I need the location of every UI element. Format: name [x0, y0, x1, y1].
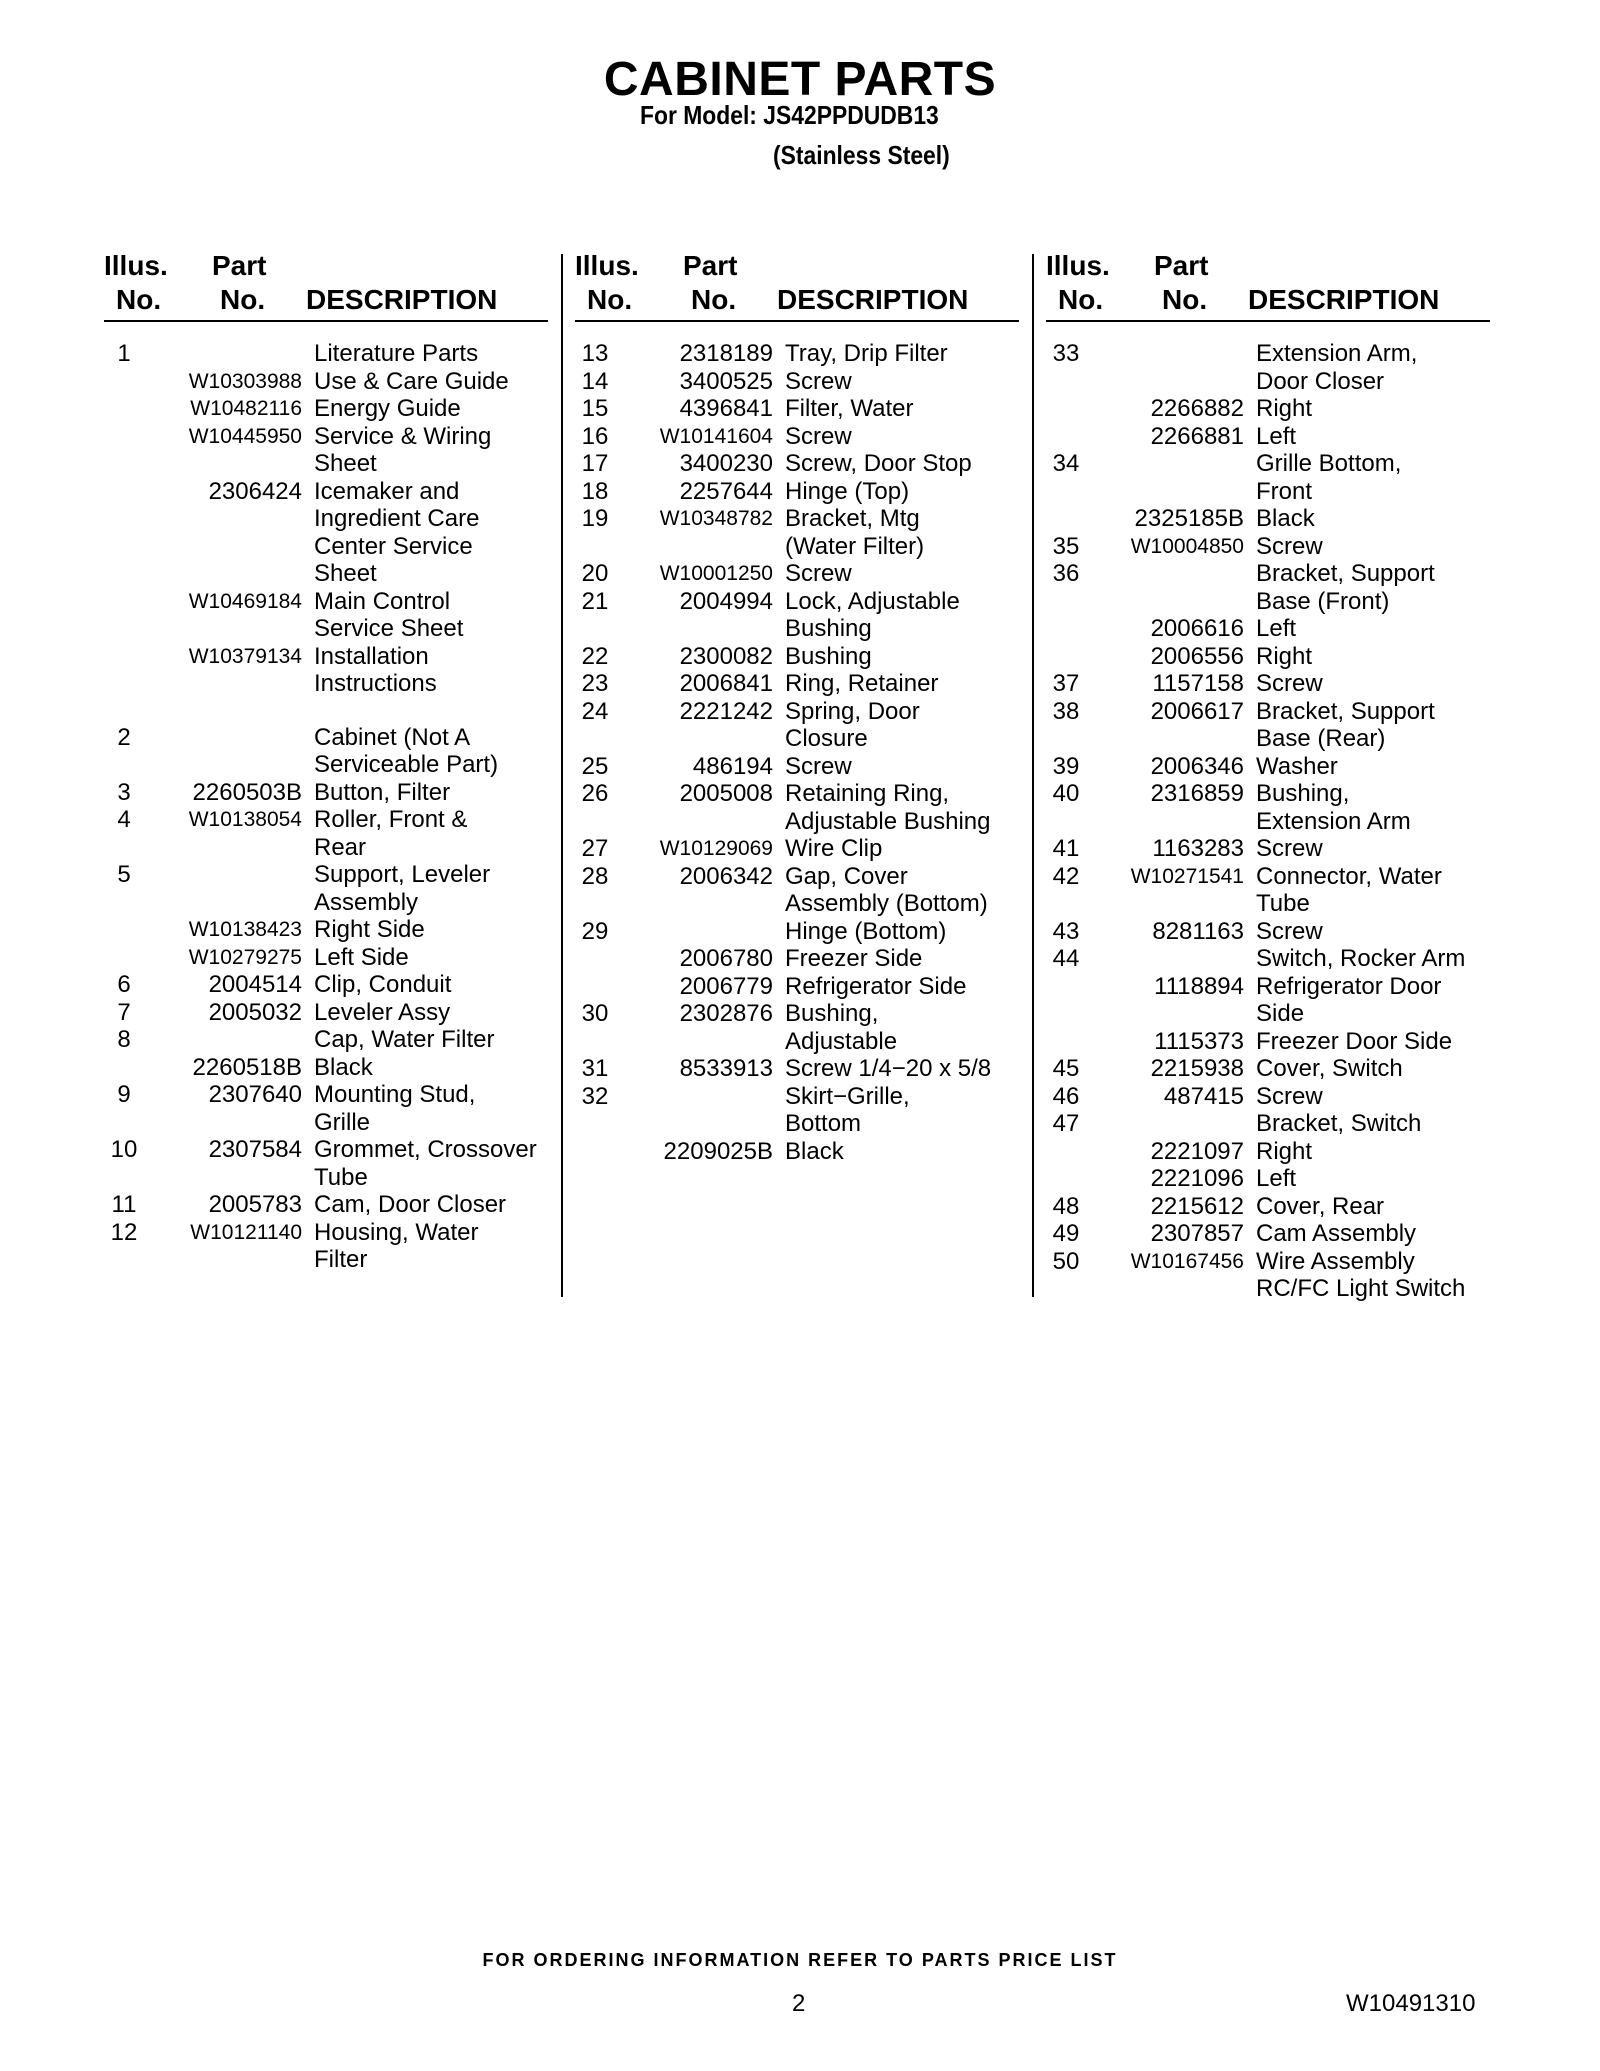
illus-number: 35	[1052, 532, 1080, 560]
part-number: 2266881	[1150, 422, 1244, 450]
part-number: W10279275	[188, 945, 302, 969]
part-number: 487415	[1163, 1082, 1244, 1110]
column-header	[1046, 250, 1490, 322]
table-row	[1046, 670, 1506, 698]
parts-list	[1046, 340, 1506, 1303]
table-row	[1046, 1248, 1506, 1303]
illus-number: 41	[1052, 835, 1080, 862]
table-row	[1046, 780, 1506, 835]
part-number: 2215938	[1150, 1055, 1244, 1082]
part-number: 2221242	[679, 697, 773, 725]
part-description: Button, Filter	[314, 778, 451, 806]
illus-number: 30	[581, 1000, 609, 1027]
part-description: Bushing, Extension Arm	[1256, 780, 1411, 835]
part-description: Support, Leveler Assembly	[314, 861, 491, 916]
part-description: Retaining Ring, Adjustable Bushing	[785, 780, 991, 835]
part-description: Skirt−Grille, Bottom	[785, 1082, 910, 1137]
part-description: Grille Bottom, Front	[1256, 450, 1402, 505]
part-description: Ring, Retainer	[785, 670, 939, 697]
illus-number: 45	[1052, 1055, 1080, 1082]
part-description: Tray, Drip Filter	[785, 340, 948, 367]
header-part-no: No.	[691, 284, 737, 315]
table-row	[1046, 835, 1506, 863]
part-number: 2300082	[679, 642, 773, 670]
part-description: Freezer Door Side	[1256, 1027, 1453, 1055]
illus-number: 26	[581, 780, 609, 807]
table-row	[575, 780, 1035, 835]
table-row	[1046, 863, 1506, 918]
header-illus-no: No.	[116, 284, 162, 315]
table-row	[104, 1054, 564, 1082]
illus-number: 31	[581, 1055, 609, 1082]
table-row	[575, 753, 1035, 781]
part-description: Left	[1256, 615, 1297, 642]
part-description: Screw	[785, 422, 852, 450]
table-row	[575, 1083, 1035, 1138]
table-row	[575, 1000, 1035, 1055]
part-number: 486194	[692, 752, 773, 780]
part-description: Cap, Water Filter	[314, 1026, 495, 1053]
part-number: W10348782	[659, 507, 773, 530]
part-number: 2005008	[679, 780, 773, 807]
part-number: W10121140	[190, 1220, 302, 1244]
color-subtitle: (Stainless Steel)	[773, 140, 950, 170]
column-header	[575, 250, 1019, 322]
table-row	[575, 918, 1035, 946]
illus-number: 32	[581, 1082, 609, 1110]
table-row	[104, 1081, 564, 1136]
part-number: 2006617	[1150, 697, 1244, 725]
parts-column-3	[1046, 250, 1490, 1302]
part-number: 2260503B	[192, 778, 302, 806]
table-row	[1046, 395, 1506, 423]
part-description: Freezer Side	[785, 945, 923, 972]
part-description: Filter, Water	[785, 395, 914, 422]
table-row	[575, 670, 1035, 698]
part-number: 1157158	[1152, 670, 1244, 697]
illus-number: 1	[117, 340, 131, 367]
table-row	[575, 368, 1035, 396]
part-description: Black	[785, 1137, 844, 1165]
table-row	[104, 944, 564, 972]
table-row	[104, 1191, 564, 1219]
table-row	[1046, 1110, 1506, 1138]
table-row	[575, 395, 1035, 423]
illus-number: 29	[581, 917, 609, 945]
illus-number: 16	[581, 422, 609, 450]
table-row	[575, 1138, 1035, 1166]
table-row	[575, 973, 1035, 1001]
table-row	[575, 450, 1035, 478]
part-number: 2221097	[1150, 1137, 1244, 1165]
part-number: 8281163	[1152, 917, 1244, 945]
part-description: Installation Instructions	[314, 642, 437, 697]
part-description: Bracket, Switch	[1256, 1110, 1422, 1137]
header-part-no: No.	[220, 284, 266, 315]
illus-number: 37	[1052, 670, 1080, 697]
header-illus-no: No.	[587, 284, 633, 315]
part-number: 1118894	[1154, 972, 1244, 1000]
table-row	[104, 478, 564, 588]
illus-number: 40	[1052, 780, 1080, 807]
table-row	[575, 863, 1035, 918]
table-row	[104, 395, 564, 423]
part-description: Energy Guide	[314, 395, 461, 422]
illus-number: 39	[1052, 752, 1080, 780]
part-number: 1115373	[1154, 1027, 1244, 1055]
part-description: Connector, Water Tube	[1256, 862, 1442, 917]
part-number: W10271541	[1130, 864, 1244, 888]
table-row	[575, 340, 1035, 368]
part-number: 2006346	[1150, 752, 1244, 780]
part-number: 2004994	[679, 587, 773, 615]
part-number: 2307584	[208, 1136, 302, 1163]
illus-number: 4	[117, 806, 131, 833]
part-number: 2325185B	[1134, 505, 1244, 532]
table-row	[104, 916, 564, 944]
part-description: Literature Parts	[314, 340, 479, 367]
header-description: DESCRIPTION	[306, 284, 498, 315]
illus-number: 11	[111, 1191, 137, 1218]
table-row	[1046, 945, 1506, 973]
table-row	[1046, 698, 1506, 753]
table-row	[575, 588, 1035, 643]
illus-number: 42	[1052, 862, 1080, 890]
document-number: W10491310	[1346, 1990, 1476, 2017]
page-title: CABINET PARTS	[603, 53, 997, 106]
part-number: 2006342	[679, 862, 773, 890]
table-row	[104, 779, 564, 807]
part-description: Right Side	[314, 916, 425, 943]
part-number: 2316859	[1150, 780, 1244, 807]
illus-number: 17	[581, 450, 609, 477]
table-row	[575, 1055, 1035, 1083]
part-description: Cam Assembly	[1256, 1220, 1417, 1247]
header-illus: Illus.	[104, 250, 168, 281]
part-description: Extension Arm, Door Closer	[1256, 340, 1418, 395]
header-part: Part	[683, 250, 738, 281]
table-row	[575, 505, 1035, 560]
table-row	[575, 945, 1035, 973]
part-description: Hinge (Bottom)	[785, 917, 947, 945]
illus-number: 43	[1052, 917, 1080, 945]
part-description: Black	[314, 1053, 373, 1081]
illus-number: 27	[581, 835, 609, 862]
table-row	[104, 643, 564, 698]
part-description: Right	[1256, 642, 1313, 670]
part-number: W10138423	[188, 918, 302, 941]
part-description: Left Side	[314, 943, 409, 971]
column-divider	[561, 254, 563, 1297]
ordering-note: FOR ORDERING INFORMATION REFER TO PARTS PRICE LIST	[482, 1950, 1118, 1970]
part-description: Hinge (Top)	[785, 477, 910, 505]
table-row	[1046, 423, 1506, 451]
table-row	[1046, 615, 1506, 643]
part-number: 2302876	[679, 1000, 773, 1027]
illus-number: 18	[581, 477, 609, 505]
part-description: Screw	[785, 752, 852, 780]
illus-number: 13	[581, 340, 609, 367]
illus-number: 19	[581, 505, 609, 532]
illus-number: 12	[110, 1218, 138, 1246]
illus-number: 28	[581, 862, 609, 890]
part-number: 2004514	[208, 971, 302, 998]
part-description: Screw 1/4−20 x 5/8	[785, 1055, 992, 1082]
table-row	[1046, 643, 1506, 671]
header-illus: Illus.	[575, 250, 639, 281]
illus-number: 9	[117, 1081, 131, 1108]
table-row	[1046, 753, 1506, 781]
part-description: Left	[1256, 422, 1297, 450]
part-number: 2006616	[1150, 615, 1244, 642]
header-part-no: No.	[1162, 284, 1208, 315]
part-number: W10129069	[659, 837, 773, 860]
table-row	[104, 340, 564, 368]
part-number: 1163283	[1152, 835, 1244, 862]
part-description: Black	[1256, 505, 1315, 532]
illus-number: 25	[581, 752, 609, 780]
illus-number: 49	[1052, 1220, 1080, 1247]
illus-number: 48	[1052, 1192, 1080, 1220]
part-description: Right	[1256, 395, 1313, 422]
illus-number: 21	[581, 587, 609, 615]
part-number: 3400230	[679, 450, 773, 477]
illus-number: 22	[581, 642, 609, 670]
part-description: Cabinet (Not A Serviceable Part)	[314, 723, 499, 778]
part-number: W10004850	[1130, 534, 1244, 558]
part-number: W10303988	[188, 369, 302, 393]
table-row	[104, 861, 564, 916]
part-number: 2257644	[679, 477, 773, 505]
illus-number: 50	[1052, 1247, 1080, 1275]
part-number: 3400525	[679, 367, 773, 395]
parts-column-1	[104, 250, 548, 1273]
table-row	[104, 1026, 564, 1054]
part-description: Screw	[1256, 917, 1323, 945]
part-number: W10469184	[188, 589, 302, 613]
table-row	[575, 478, 1035, 506]
part-number: 2005783	[208, 1191, 302, 1218]
part-description: Grommet, Crossover Tube	[314, 1136, 537, 1191]
part-description: Bracket, Support Base (Rear)	[1256, 697, 1435, 752]
table-row	[1046, 1220, 1506, 1248]
part-number: W10445950	[188, 424, 302, 448]
part-number: W10141604	[659, 424, 773, 448]
part-description: Wire Clip	[785, 835, 883, 862]
illus-number: 20	[581, 560, 609, 587]
illus-number: 5	[117, 861, 131, 888]
table-row	[1046, 973, 1506, 1028]
illus-number: 36	[1052, 560, 1080, 587]
part-description: Clip, Conduit	[314, 971, 452, 998]
illus-number: 15	[581, 395, 609, 422]
part-number: 2260518B	[192, 1053, 302, 1081]
part-description: Bushing, Adjustable	[785, 1000, 898, 1055]
table-row	[1046, 918, 1506, 946]
illus-number: 23	[581, 670, 609, 697]
part-description: Wire Assembly RC/FC Light Switch	[1256, 1247, 1466, 1302]
table-row	[1046, 450, 1506, 505]
page-number: 2	[792, 1990, 806, 2017]
part-description: Main Control Service Sheet	[314, 587, 464, 642]
part-number: 8533913	[679, 1055, 773, 1082]
table-row	[104, 806, 564, 861]
part-number: 2266882	[1150, 395, 1244, 422]
part-description: Bracket, Support Base (Front)	[1256, 560, 1435, 615]
part-number: W10001250	[659, 562, 773, 585]
illus-number: 46	[1052, 1082, 1080, 1110]
illus-number: 8	[117, 1026, 131, 1053]
part-description: Icemaker and Ingredient Care Center Service Sheet	[314, 477, 480, 587]
table-row	[104, 1136, 564, 1191]
part-number: 2307640	[208, 1081, 302, 1108]
part-number: 2006556	[1150, 642, 1244, 670]
part-description: Housing, Water Filter	[314, 1218, 479, 1273]
illus-number: 34	[1052, 450, 1080, 477]
illus-number: 10	[110, 1136, 138, 1163]
part-number: 2307857	[1150, 1220, 1244, 1247]
header-part: Part	[1154, 250, 1209, 281]
part-description: Refrigerator Door Side	[1256, 972, 1442, 1027]
part-description: Refrigerator Side	[785, 972, 967, 1000]
illus-number: 7	[117, 998, 131, 1026]
part-description: Lock, Adjustable Bushing	[785, 587, 960, 642]
part-number: W10379134	[188, 644, 302, 668]
part-description: Cam, Door Closer	[314, 1191, 507, 1218]
header-part: Part	[212, 250, 267, 281]
part-number: 2005032	[208, 998, 302, 1026]
part-description: Mounting Stud, Grille	[314, 1081, 476, 1136]
table-row	[1046, 1083, 1506, 1111]
part-description: Screw	[1256, 532, 1323, 560]
part-description: Service & Wiring Sheet	[314, 422, 492, 477]
table-row	[575, 698, 1035, 753]
table-row	[575, 835, 1035, 863]
illus-number: 47	[1052, 1110, 1080, 1137]
column-header	[104, 250, 548, 322]
part-number: 2215612	[1150, 1192, 1244, 1220]
part-number: W10138054	[188, 808, 302, 831]
table-row	[575, 423, 1035, 451]
table-row	[1046, 1193, 1506, 1221]
table-row	[1046, 1165, 1506, 1193]
part-number: 4396841	[679, 395, 773, 422]
part-description: Washer	[1256, 752, 1338, 780]
column-divider	[1032, 254, 1034, 1297]
parts-list	[575, 340, 1035, 1165]
part-number: 2318189	[679, 340, 773, 367]
table-row	[104, 1219, 564, 1274]
part-number: 2006780	[679, 945, 773, 972]
illus-number: 6	[117, 971, 131, 998]
part-number: 2306424	[208, 477, 302, 505]
illus-number: 33	[1052, 340, 1080, 367]
part-description: Screw	[785, 560, 852, 587]
part-description: Left	[1256, 1165, 1297, 1192]
part-number: 2209025B	[663, 1137, 773, 1165]
part-description: Screw	[1256, 835, 1323, 862]
table-row	[104, 999, 564, 1027]
part-number: W10167456	[1130, 1249, 1244, 1273]
table-row	[1046, 560, 1506, 615]
illus-number: 24	[581, 697, 609, 725]
part-number: 2006779	[679, 972, 773, 1000]
table-row	[1046, 1055, 1506, 1083]
parts-list	[104, 340, 564, 1274]
header-illus-no: No.	[1058, 284, 1104, 315]
table-row	[104, 724, 564, 779]
part-description: Cover, Switch	[1256, 1055, 1403, 1082]
model-subtitle: For Model: JS42PPDUDB13	[640, 100, 939, 130]
part-description: Screw	[785, 367, 852, 395]
header-description: DESCRIPTION	[1248, 284, 1440, 315]
part-description: Screw	[1256, 670, 1323, 697]
header-description: DESCRIPTION	[777, 284, 969, 315]
part-description: Use & Care Guide	[314, 367, 509, 395]
table-row	[575, 643, 1035, 671]
part-description: Bushing	[785, 642, 872, 670]
illus-number: 2	[117, 723, 131, 751]
table-row	[104, 971, 564, 999]
part-description: Switch, Rocker Arm	[1256, 945, 1466, 972]
table-row	[104, 368, 564, 396]
table-row	[104, 423, 564, 478]
part-number: W10482116	[190, 397, 302, 420]
table-row	[1046, 340, 1506, 395]
table-row	[104, 588, 564, 643]
table-row	[1046, 505, 1506, 533]
parts-column-2	[575, 250, 1019, 1165]
part-description: Right	[1256, 1137, 1313, 1165]
part-description: Screw, Door Stop	[785, 450, 972, 477]
illus-number: 14	[581, 367, 609, 395]
illus-number: 3	[117, 778, 131, 806]
part-description: Roller, Front & Rear	[314, 806, 468, 861]
part-description: Screw	[1256, 1082, 1323, 1110]
illus-number: 44	[1052, 945, 1080, 972]
part-description: Cover, Rear	[1256, 1192, 1385, 1220]
header-illus: Illus.	[1046, 250, 1110, 281]
part-description: Gap, Cover Assembly (Bottom)	[785, 862, 988, 917]
illus-number: 38	[1052, 697, 1080, 725]
table-row	[1046, 1028, 1506, 1056]
table-row	[1046, 533, 1506, 561]
part-number: 2221096	[1150, 1165, 1244, 1192]
table-row	[575, 560, 1035, 588]
part-description: Leveler Assy	[314, 998, 451, 1026]
part-number: 2006841	[679, 670, 773, 697]
part-description: Spring, Door Closure	[785, 697, 920, 752]
table-row	[1046, 1138, 1506, 1166]
part-description: Bracket, Mtg (Water Filter)	[785, 505, 925, 560]
